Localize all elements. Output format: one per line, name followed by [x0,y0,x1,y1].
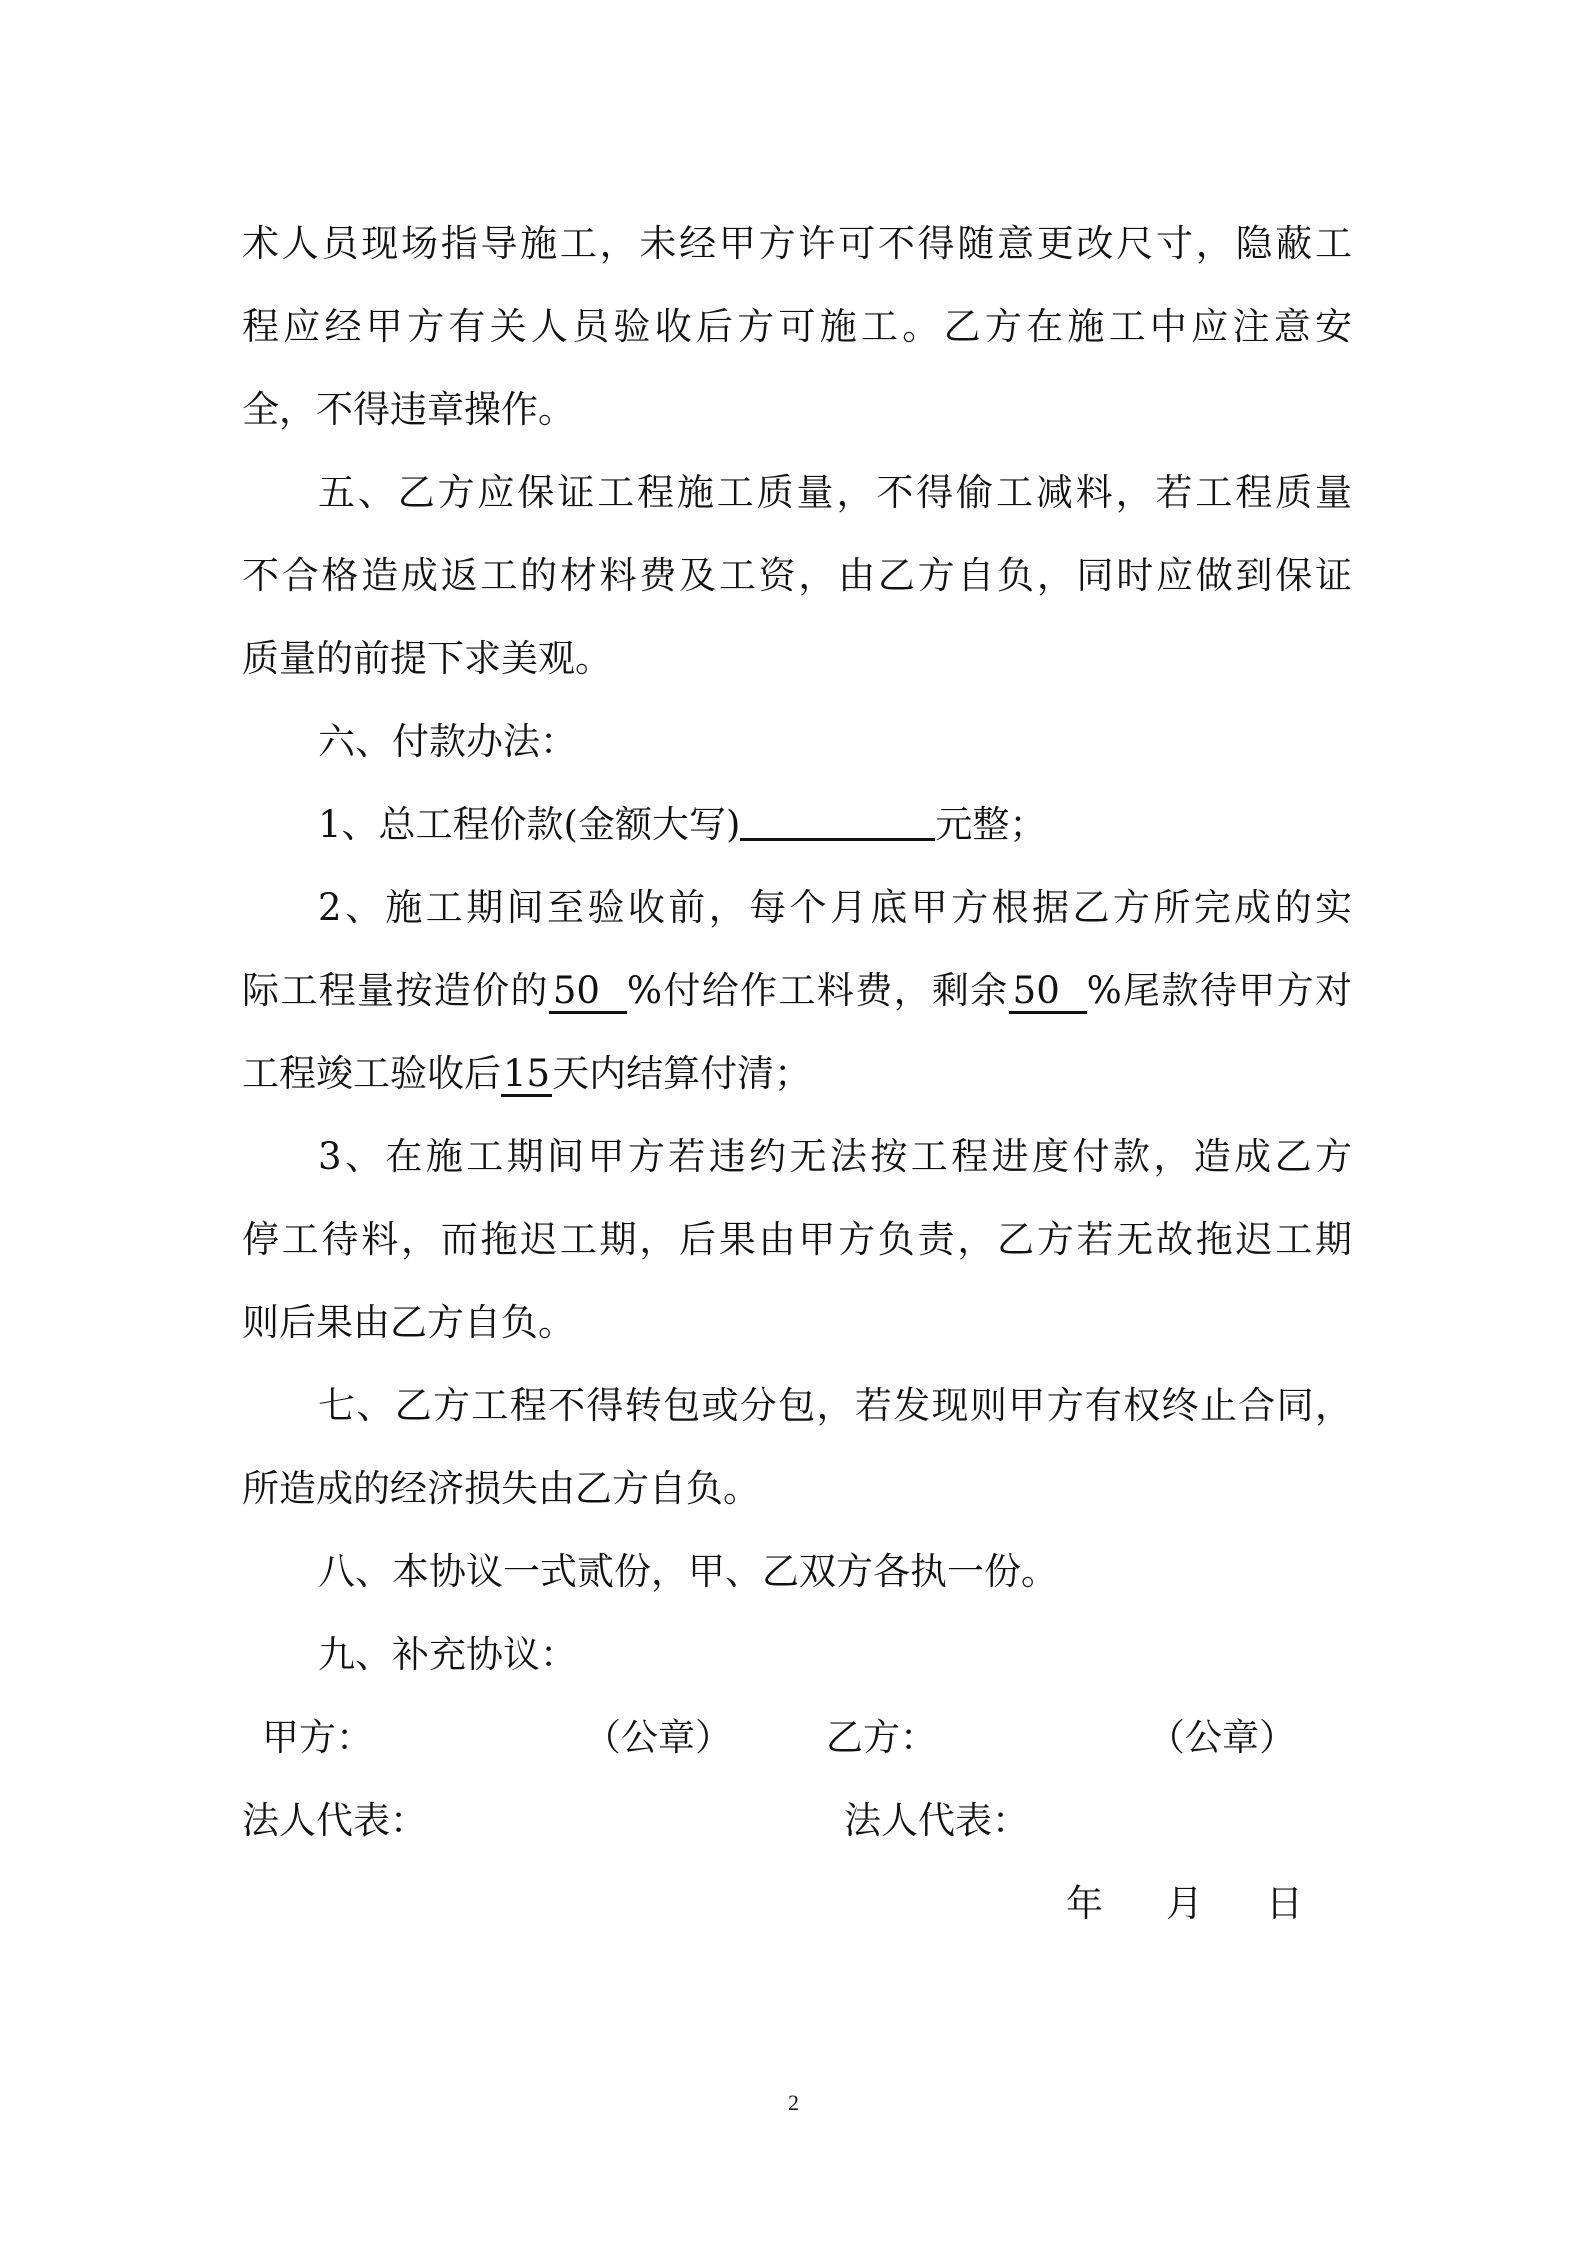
clause-seven: 七、乙方工程不得转包或分包，若发现则甲方有权终止合同， [318,1384,1352,1427]
paragraph-line: 程应经甲方有关人员验收后方可施工。乙方在施工中应注意安 [242,305,1352,348]
total-price-suffix: 元整； [935,803,1047,846]
date-month: 月 [1166,1882,1203,1925]
paragraph-line: 则后果由乙方自负。 [242,1301,575,1344]
paragraph-line: 术人员现场指导施工，未经甲方许可不得随意更改尺寸，隐蔽工 [242,222,1352,265]
text-segment: %尾款待甲方对 [1086,969,1352,1012]
signature-date-row [242,1862,1352,1945]
party-a-label: 甲方： [262,1716,373,1759]
page-number: 2 [788,2090,799,2115]
signature-rep-row [242,1779,1352,1862]
text-segment: 工程竣工验收后 [242,1052,501,1095]
clause-eight: 八、本协议一式贰份，甲、乙双方各执一份。 [318,1550,1058,1593]
party-a-representative: 法人代表： [242,1799,427,1842]
clause-five: 五、乙方应保证工程施工质量，不得偷工减料，若工程质量 [318,471,1352,514]
payment-terms-line [242,1032,1352,1115]
date-day: 日 [1266,1882,1303,1925]
party-b-seal: （公章） [1148,1716,1296,1759]
party-b-label: 乙方： [826,1716,937,1759]
paragraph-line: 不合格造成返工的材料费及工资，由乙方自负，同时应做到保证 [242,554,1352,597]
amount-blank [740,798,935,841]
party-a-seal: （公章） [584,1716,732,1759]
total-price-line [242,783,1352,866]
paragraph-line: 质量的前提下求美观。 [242,637,612,680]
contract-body [242,202,1352,1945]
clause-six-three: 3、在施工期间甲方若违约无法按工程进度付款，造成乙方 [318,1135,1352,1178]
date-year: 年 [1066,1882,1103,1925]
paragraph-line: 全，不得违章操作。 [242,388,575,431]
percent-value-progress: 50 [549,971,627,1014]
text-segment: 天内结算付清； [552,1052,812,1095]
payment-terms-line [242,949,1352,1032]
paragraph-line: 停工待料，而拖迟工期，后果由甲方负责，乙方若无故拖迟工期 [242,1218,1352,1261]
clause-nine: 九、补充协议： [318,1633,577,1676]
percent-value-balance: 50 [1009,971,1087,1014]
payment-terms-line: 2、施工期间至验收前，每个月底甲方根据乙方所完成的实 [318,886,1352,929]
signature-party-row [242,1696,1352,1779]
text-segment: %付给作工料费，剩余 [626,969,1009,1012]
total-price-label: 1、总工程价款(金额大写) [318,803,741,846]
text-segment: 际工程量按造价的 [242,969,549,1012]
paragraph-line: 所造成的经济损失由乙方自负。 [242,1467,760,1510]
days-value: 15 [503,1052,551,1095]
clause-six-heading: 六、付款办法： [318,720,577,763]
party-b-representative: 法人代表： [844,1799,1029,1842]
